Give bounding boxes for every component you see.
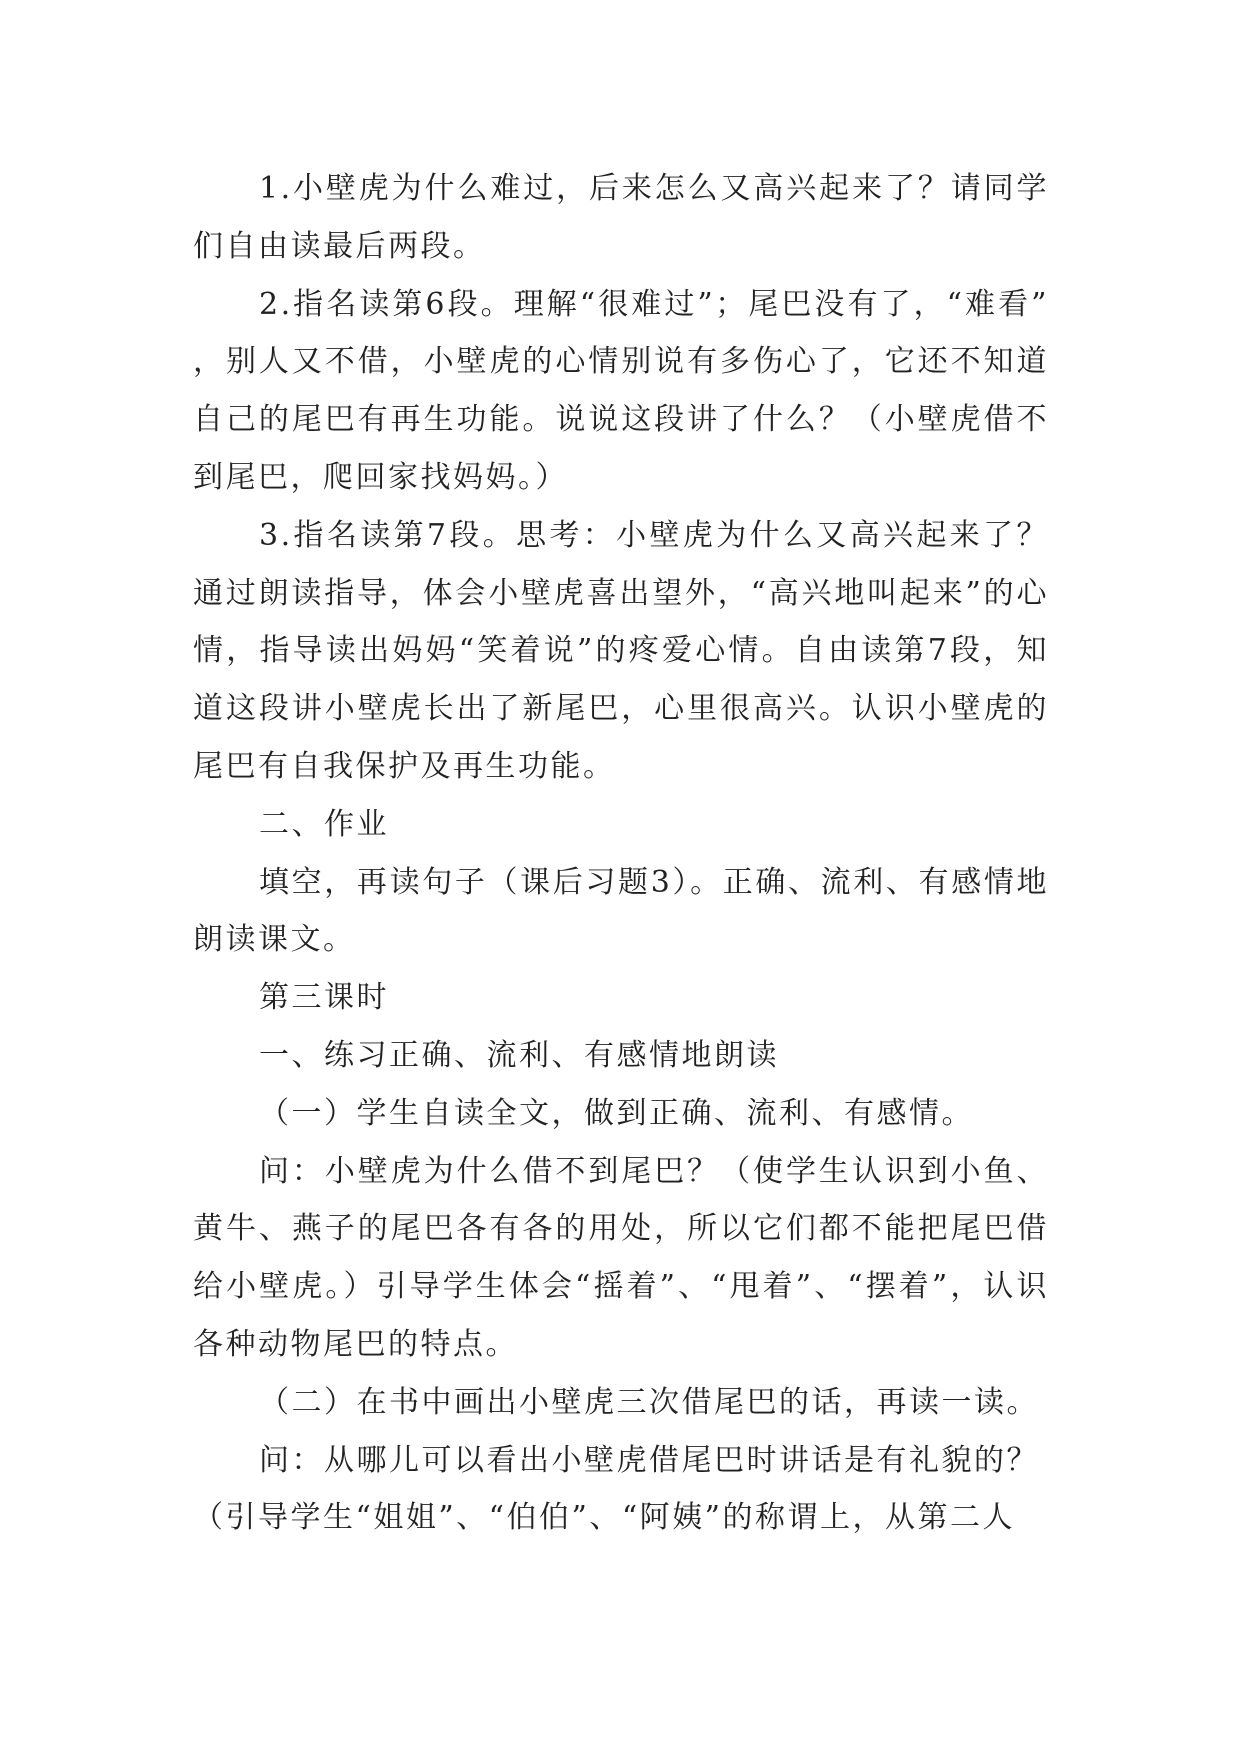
paragraph-guide-students: （引导学生“姐姐”、“伯伯”、“阿姨”的称谓上，从第二人	[193, 1500, 1016, 1536]
paragraph-mark-sentences: （二）在书中画出小壁虎三次借尾巴的话，再读一读。	[259, 1384, 1039, 1420]
paragraph-self-reading: （一）学生自读全文，做到正确、流利、有感情。	[259, 1095, 974, 1131]
paragraph-why-no-tail: 问：小壁虎为什么借不到尾巴？（使学生认识到小鱼、黄牛、燕子的尾巴各有各的用处，所以它们都不能把尾巴借给小壁虎。）引导学生体会“摇着”、“甩着”、“摆着”，认识各种动物尾巴的特点。	[193, 1153, 1049, 1362]
paragraph-question-3: 3.指名读第7段。思考：小壁虎为什么又高兴起来了？通过朗读指导，体会小壁虎喜出望外，“高兴地叫起来”的心情，指导读出妈妈“笑着说”的疼爱心情。自由读第7段，知道这段讲小壁虎长出了新尾巴，心里很高兴。认识小壁虎的尾巴有自我保护及再生功能。	[193, 517, 1049, 784]
paragraph-polite-speech: 问：从哪儿可以看出小壁虎借尾巴时讲话是有礼貌的？	[259, 1442, 1039, 1478]
heading-third-lesson: 第三课时	[259, 980, 389, 1016]
paragraph-question-1: 1.小壁虎为什么难过，后来怎么又高兴起来了？请同学们自由读最后两段。	[193, 171, 1049, 264]
paragraph-question-2: 2.指名读第6段。理解“很难过”；尾巴没有了，“难看”，别人又不借，小壁虎的心情别说有多伤心了，它还不知道自己的尾巴有再生功能。说说这段讲了什么？（小壁虎借不到尾巴，爬回家找妈妈。）	[193, 286, 1049, 495]
document-body	[193, 160, 1049, 1547]
heading-homework: 二、作业	[259, 806, 389, 842]
paragraph-homework: 填空，再读句子（课后习题3）。正确、流利、有感情地朗读课文。	[193, 864, 1049, 958]
heading-practice-reading: 一、练习正确、流利、有感情地朗读	[259, 1037, 779, 1073]
